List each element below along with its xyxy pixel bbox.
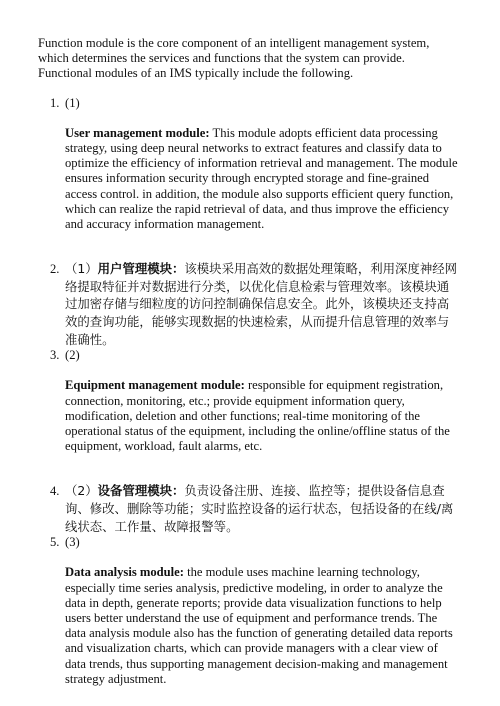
intro-paragraph: Function module is the core component of an intelligent management system, which determines the services and functions that the system can provide. Functional modules of an IMS typically include the following. [38,36,430,81]
list-item-1 [38,96,458,233]
module-text: 该模块采用高效的数据处理策略，利用深度神经网络提取特征并对数据进行分类，以优化信息检索与管理效率。该模块通过加密存储与细粒度的访问控制确保信息安全。此外，该模块还支持高效的查询功能，能够实现数据的快速检索，从而提升信息管理的效率与准确性。 [65,261,457,347]
list-marker: (1) [65,95,80,110]
module-text: 负责设备注册、连接、监控等；提供设备信息查询、修改、删除等功能；实时监控设备的运行状态，包括设备的在线/离线状态、工作量、故障报警等。 [65,483,454,534]
list-item-4 [38,482,458,535]
module-text: This module adopts efficient data processing strategy, using deep neural networks to extract features and classify data to optimize the efficiency of information retrieval and management. The module ensures information security through encrypted storage and fine-grained access control. in addition, the module also supports efficient query function, which can realize the rapid retrieval of data, and thus improve the efficiency and accuracy information management. [65,125,458,232]
list-marker: （2） [65,483,98,499]
module-title: 设备管理模块： [97,483,185,499]
document-page [38,36,458,687]
module-description [65,565,458,687]
module-description [65,378,458,454]
module-description [65,260,458,348]
list-marker: (2) [65,348,80,363]
list-item-3 [38,348,458,454]
module-title: 用户管理模块： [97,261,185,277]
list-number: 5. [50,535,60,550]
module-description [65,482,458,535]
module-text: responsible for equipment registration, connection, monitoring, etc.; provide equipment information query, modification, deletion and other functions; real-time monitoring of the operational status of the equipment, including the online/offline status of the equipment, workload, fault alarms, etc. [65,378,450,454]
list-number: 1. [50,95,60,110]
module-description [65,126,458,232]
list-item-2 [38,260,458,348]
list-number: 2. [50,262,60,277]
list-number: 3. [50,348,60,363]
module-text: the module uses machine learning technology, especially time series analysis, predictive modeling, in order to analyze the data in depth, generate reports; provide data visualization functions to help users better understand the use of equipment and performance trends. The data analysis module also has the function of generating detailed data reports and visualization charts, which can provide managers with a clear view of data trends, thus supporting management decision-making and management strategy adjustment. [65,565,453,686]
list-item-5 [38,535,458,687]
list-marker: （1） [65,261,98,277]
module-title: Equipment management module: [65,378,245,393]
module-title: User management module: [65,125,210,140]
list-number: 4. [50,484,60,499]
module-title: Data analysis module: [65,565,184,580]
list-marker: (3) [65,535,80,550]
